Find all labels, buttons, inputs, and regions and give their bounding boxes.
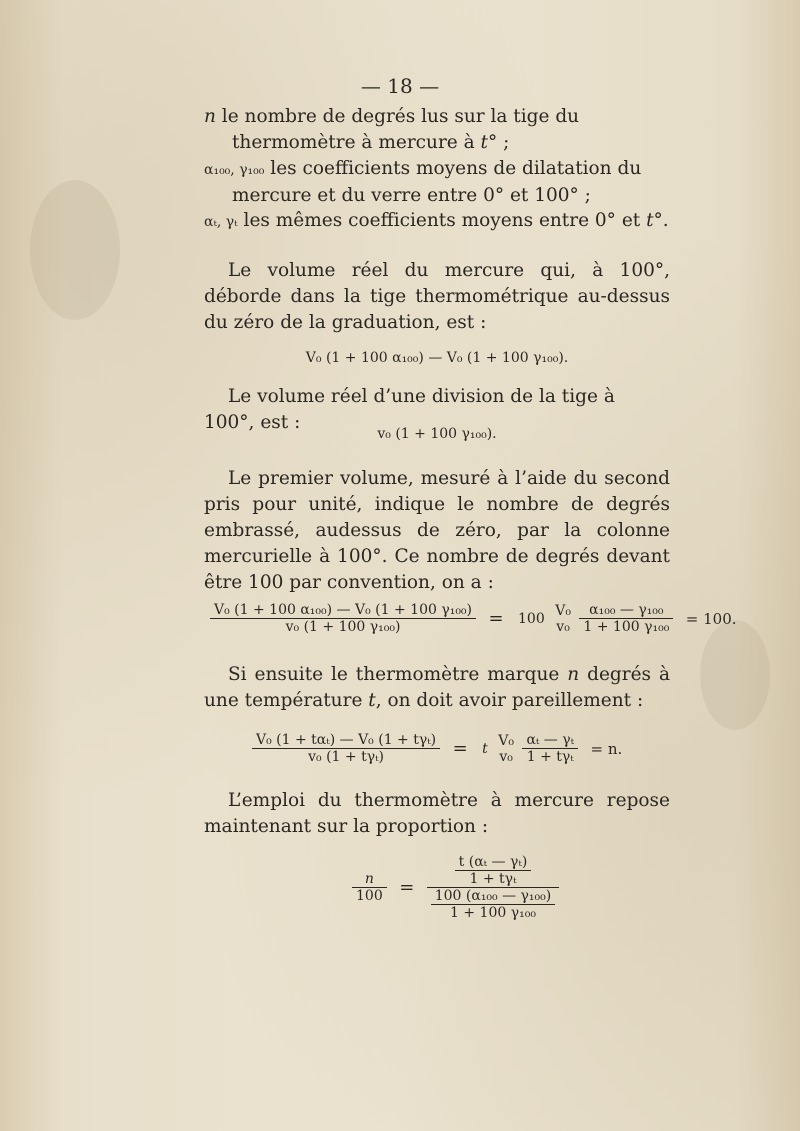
paragraph-5: L’emploi du thermomètre à mercure repose maintenant sur la proportion : xyxy=(204,790,670,837)
fraction xyxy=(210,602,476,635)
result: = n. xyxy=(590,739,623,758)
definition-text: les coefficients moyens de dilatation du mercure et du verre entre 0° et 100° ; xyxy=(232,158,642,206)
ratio xyxy=(494,733,518,765)
fraction xyxy=(522,732,578,765)
definition-alpha-gamma-100 xyxy=(204,156,698,209)
symbol-alpha-gamma-100: α₁₀₀, γ₁₀₀ xyxy=(204,162,265,178)
paragraph-2: Le volume réel d’une division de la tige à 100°, est : xyxy=(204,386,615,433)
fraction xyxy=(252,732,440,765)
numerator: n xyxy=(364,871,374,887)
denominator: 1 + 100 γ₁₀₀ xyxy=(431,904,556,921)
symbol-n: n xyxy=(567,664,580,685)
formula-5 xyxy=(352,854,559,921)
formula-1: V₀ (1 + 100 α₁₀₀) — V₀ (1 + 100 γ₁₀₀). xyxy=(305,350,569,366)
upper-fraction xyxy=(427,854,560,887)
coefficient: 100 xyxy=(518,610,545,627)
definition-n xyxy=(204,104,698,156)
definition-text: les mêmes coefficients moyens entre 0° et xyxy=(237,210,647,231)
numerator: V₀ xyxy=(555,602,571,619)
equals-sign: = xyxy=(452,738,468,759)
coefficient: t xyxy=(482,740,488,757)
equals-sign: = xyxy=(399,877,415,898)
numerator: V₀ (1 + 100 α₁₀₀) — V₀ (1 + 100 γ₁₀₀) xyxy=(214,602,473,618)
text: , on doit avoir pareillement : xyxy=(375,690,644,711)
ratio xyxy=(551,603,575,635)
formula-3 xyxy=(210,602,745,635)
denominator: 100 xyxy=(352,887,387,904)
denominator: v₀ (1 + 100 γ₁₀₀) xyxy=(210,618,476,635)
definition-alpha-gamma-t xyxy=(204,208,698,235)
numerator: V₀ (1 + tαₜ) — V₀ (1 + tγₜ) xyxy=(256,732,437,748)
formula-4 xyxy=(252,732,630,765)
definition-text: °. xyxy=(653,210,669,231)
definition-text: ° ; xyxy=(487,132,510,153)
denominator: 1 + 100 γ₁₀₀ xyxy=(579,618,673,635)
text: degrés à une température xyxy=(204,664,670,711)
paragraph-1: Le volume réel du mercure qui, à 100°, déborde dans la tige thermométrique au-dessus du zéro de la graduation, est : xyxy=(204,260,670,333)
symbol-n: n xyxy=(204,106,216,127)
denominator: 1 + tγₜ xyxy=(522,748,578,765)
numerator: 100 (α₁₀₀ — γ₁₀₀) xyxy=(434,888,552,904)
compound-fraction xyxy=(427,854,560,921)
denominator: v₀ (1 + tγₜ) xyxy=(252,748,440,765)
page-number: — 18 — xyxy=(360,74,440,98)
symbol-t: t xyxy=(480,132,488,153)
equals-sign: = xyxy=(488,608,504,629)
fraction xyxy=(455,854,532,887)
formula-2: v₀ (1 + 100 γ₁₀₀). xyxy=(377,426,497,442)
numerator: V₀ xyxy=(498,732,514,749)
fraction xyxy=(431,888,556,921)
numerator: α₁₀₀ — γ₁₀₀ xyxy=(589,602,664,618)
denominator: v₀ xyxy=(556,618,570,635)
lower-fraction xyxy=(427,887,560,921)
denominator: v₀ xyxy=(499,748,513,765)
result: = 100. xyxy=(685,609,737,628)
definition-text: le nombre de degrés lus sur la tige du thermomètre à mercure à xyxy=(215,106,580,153)
paper-stain xyxy=(700,620,770,730)
symbol-alpha-gamma-t: αₜ, γₜ xyxy=(204,214,238,230)
paragraph-4 xyxy=(204,662,670,714)
fraction xyxy=(579,602,673,635)
symbol-t: t xyxy=(368,690,376,711)
numerator: t (αₜ — γₜ) xyxy=(458,854,528,870)
symbol-t: t xyxy=(646,210,654,231)
lhs-fraction xyxy=(352,871,387,904)
numerator: αₜ — γₜ xyxy=(526,732,575,748)
paragraph-3: Le premier volume, mesuré à l’aide du second pris pour unité, indique le nombre de degrés embrassé, audessus de zéro, par la colonne mercurielle à 100°. Ce nombre de degrés devant être 100 par convention, on a : xyxy=(204,468,670,593)
paper-stain xyxy=(30,180,120,320)
text: Si ensuite le thermomètre marque xyxy=(228,664,568,685)
denominator: 1 + tγₜ xyxy=(455,870,532,887)
